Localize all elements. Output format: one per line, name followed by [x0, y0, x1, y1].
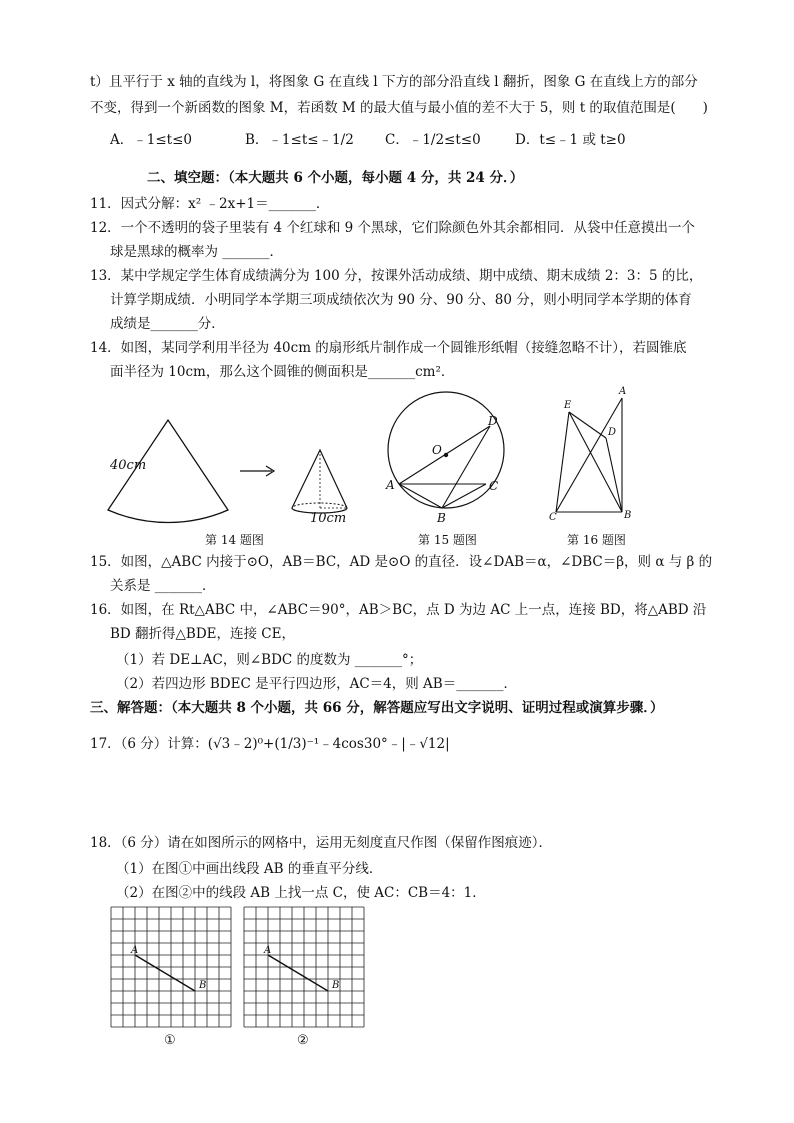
grid2-label-b: B: [332, 980, 340, 991]
side-ed: [569, 412, 606, 438]
q12-line-1: 12．一个不透明的袋子里装有 4 个红球和 9 个黑球，它们除颜色外其余都相同．从袋中任意摸出一个: [90, 220, 696, 236]
segment-ab: [135, 955, 195, 991]
figure-14-caption: 第 14 题图: [205, 533, 264, 547]
side-ca: [556, 398, 622, 512]
grid-figure-1: [111, 907, 231, 1027]
q13-line-1: 13．某中学规定学生体育成绩满分为 100 分，按课外活动成绩、期中成绩、期末成绩 2：3：5 的比，: [90, 268, 703, 284]
q13-line-2: 计算学期成绩．小明同学本学期三项成绩依次为 90 分、90 分、80 分，则小明同学本学期的体育: [110, 292, 692, 308]
q10-line-2: 不变，得到一个新函数的图象 M，若函数 M 的最大值与最小值的差不大于 5，则 t 的取值范围是( ): [90, 100, 708, 116]
label-16-c: C: [549, 512, 557, 523]
side-ec: [556, 412, 569, 512]
q14-line-2: 面半径为 10cm，那么这个圆锥的侧面积是_______cm²．: [110, 364, 455, 380]
q14-line-1: 14．如图，某同学利用半径为 40cm 的扇形纸片制作成一个圆锥形纸帽（接缝忽略不计），若圆锥底: [90, 340, 687, 356]
label-16-e: E: [564, 400, 572, 411]
label-15-b: B: [437, 511, 446, 525]
label-15-o: O: [432, 443, 442, 457]
q10-option-c: C．﹣1/2≤t≤0: [385, 132, 481, 148]
section-3-heading: 三、解答题：（本大题共 8 个小题，共 66 分，解答题应写出文字说明、证明过程或演算步骤．）: [90, 700, 664, 716]
label-16-a: A: [619, 386, 627, 397]
q16-part-2: （2）若四边形 BDEC 是平行四边形，AC＝4，则 AB＝_______．: [116, 676, 517, 692]
q10-option-d: D．t≤﹣1 或 t≥0: [515, 132, 626, 148]
q15-line-2: 关系是 _______．: [110, 578, 216, 594]
label-16-b: B: [624, 510, 632, 521]
q10-option-a: A．﹣1≤t≤0: [110, 132, 192, 148]
segment-ab: [268, 955, 328, 991]
q16-line-2: BD 翻折得△BDE，连接 CE，: [110, 626, 295, 642]
grid1-label-a: A: [131, 945, 139, 956]
q17: 17．（6 分）计算：(√3﹣2)⁰+(1/3)⁻¹﹣4cos30°﹣|﹣√12|: [90, 736, 450, 752]
grid-figure-2: [244, 907, 364, 1027]
label-15-d: D: [488, 414, 498, 428]
q11: 11．因式分解：x² ﹣2x+1＝_______．: [90, 196, 330, 212]
label-16-d: D: [608, 427, 617, 438]
q10-option-b: B．﹣1≤t≤﹣1/2: [245, 132, 354, 148]
q10-line-1: t）且平行于 x 轴的直线为 l，将图象 G 在直线 l 下方的部分沿直线 l 翻折，图象 G 在直线上方的部分: [90, 74, 698, 90]
figure-15-caption: 第 15 题图: [418, 533, 477, 547]
q15-line-1: 15．如图，△ABC 内接于⊙O，AB＝BC，AD 是⊙O 的直径．设∠DAB＝α，∠DBC＝β，则 α 与 β 的: [90, 554, 713, 570]
q16-part-1: （1）若 DE⊥AC，则∠BDC 的度数为 _______°；: [116, 652, 423, 668]
grid1-label-b: B: [199, 980, 207, 991]
side-db: [606, 438, 622, 512]
sector-label: 40cm: [110, 458, 147, 473]
label-15-c: C: [489, 479, 499, 493]
grid1-caption: ①: [164, 1033, 176, 1048]
section-2-heading: 二、填空题：（本大题共 6 个小题，每小题 4 分，共 24 分．）: [147, 170, 524, 186]
q16-line-1: 16．如图，在 Rt△ABC 中，∠ABC＝90°，AB＞BC，点 D 为边 AC 上一点，连接 BD，将△ABD 沿: [90, 602, 707, 618]
cone-label: 10cm: [310, 511, 347, 526]
q13-line-3: 成绩是_______分．: [110, 316, 225, 332]
q18-line-1: 18．（6 分）请在如图所示的网格中，运用无刻度直尺作图（保留作图痕迹）．: [90, 835, 553, 851]
grid2-caption: ②: [297, 1033, 309, 1048]
q18-part-2: （2）在图②中的线段 AB 上找一点 C，使 AC：CB＝4：1．: [116, 885, 486, 901]
label-15-a: A: [386, 478, 395, 492]
q12-line-2: 球是黑球的概率为 _______．: [110, 244, 284, 260]
q18-part-1: （1）在图①中画出线段 AB 的垂直平分线．: [116, 861, 383, 877]
grid2-label-a: A: [264, 945, 272, 956]
figure-16-caption: 第 16 题图: [567, 533, 626, 547]
